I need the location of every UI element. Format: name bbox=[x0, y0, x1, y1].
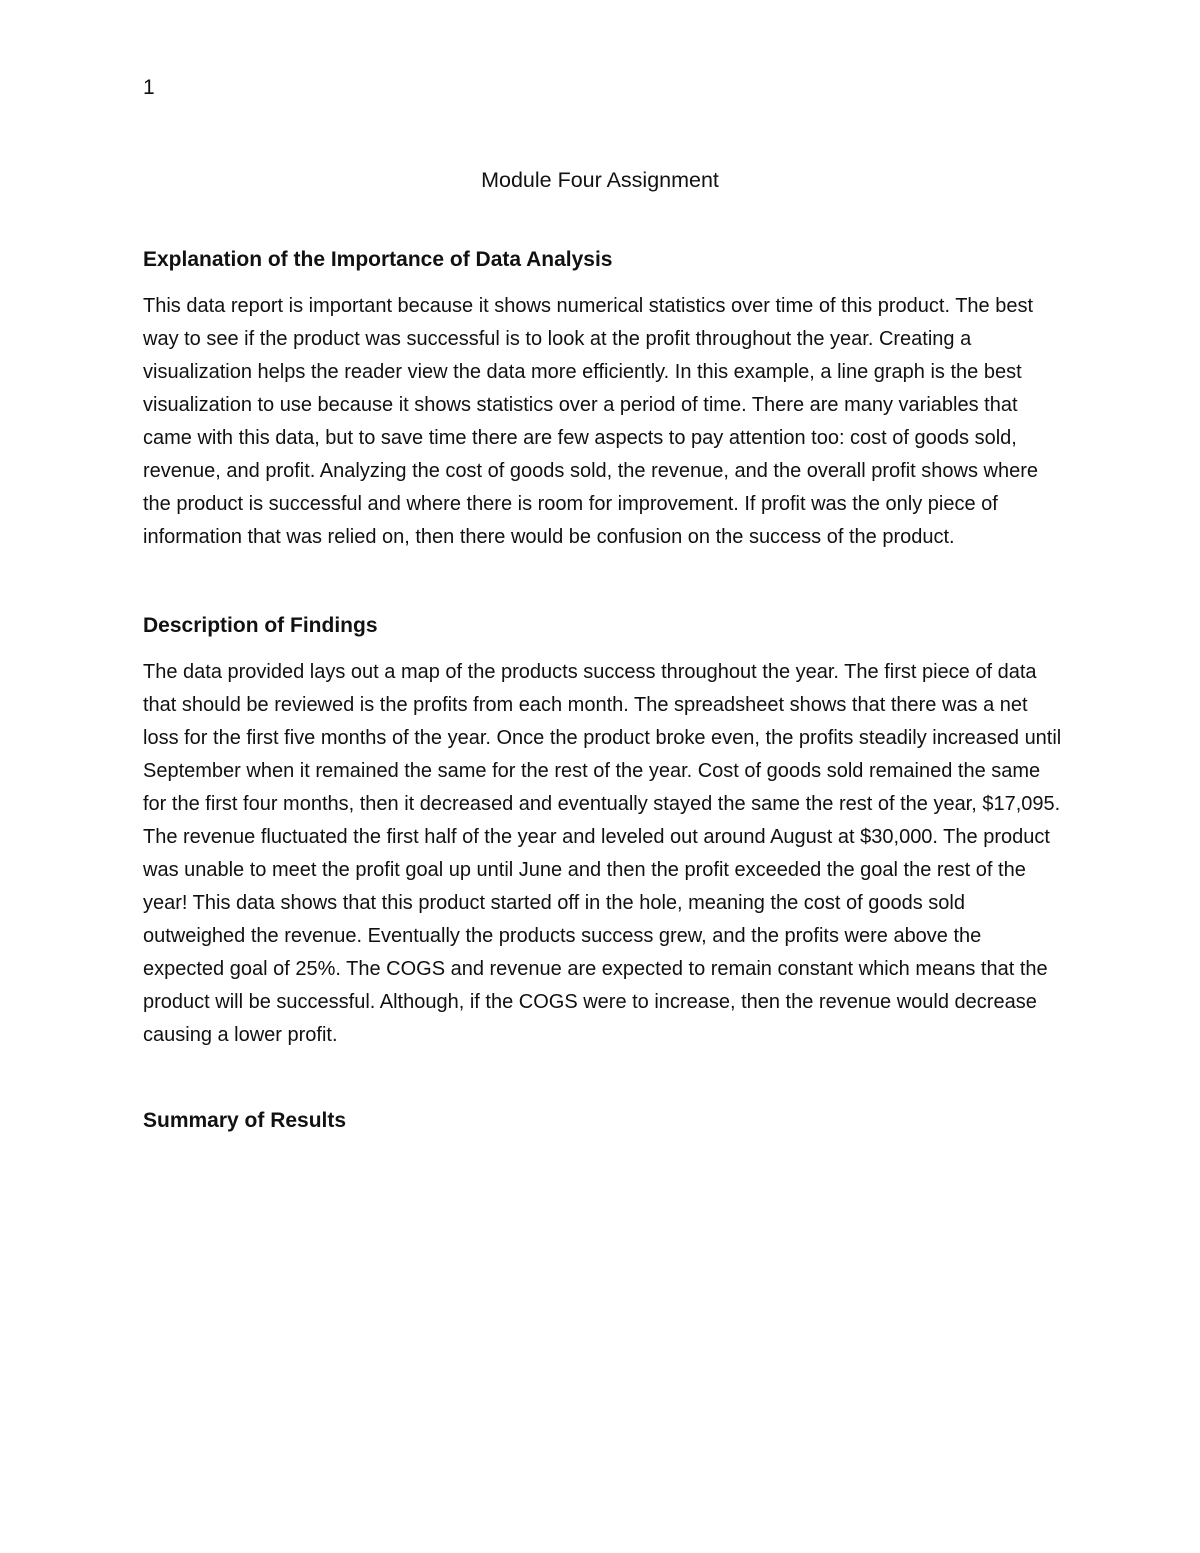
section-heading-summary: Summary of Results bbox=[143, 1109, 347, 1132]
document-title: Module Four Assignment bbox=[481, 168, 719, 192]
section-body-findings: The data provided lays out a map of the products success throughout the year. The first piece of data that should be reviewed is the profits from each month. The spreadsheet shows that there was a net loss for the first five months of the year. Once the product broke even, the profits steadily increased until September when it remained the same for the rest of the year. Cost of goods sold remained the same for the first four months, then it decreased and eventually stayed the same the rest of the year, $17,095. The revenue fluctuated the first half of the year and leveled out around August at $30,000. The product was unable to meet the profit goal up until June and then the profit exceeded the goal the rest of the year! This data shows that this product started off in the hole, meaning the cost of goods sold outweighed the revenue. Eventually the products success grew, and the profits were above the expected goal of 25%. The COGS and revenue are expected to remain constant which means that the product will be successful. Although, if the COGS were to increase, then the revenue would decrease causing a lower profit. bbox=[143, 661, 1062, 1046]
section-body-importance: This data report is important because it shows numerical statistics over time of this product. The best way to see if the product was successful is to look at the profit throughout the year. Creating a visualization helps the reader view the data more efficiently. In this example, a line graph is the best visualization to use because it shows statistics over a period of time. There are many variables that came with this data, but to save time there are few aspects to pay attention too: cost of goods sold, revenue, and profit. Analyzing the cost of goods sold, the revenue, and the overall profit shows where the product is successful and where there is room for improvement. If profit was the only piece of information that was relied on, then there would be confusion on the success of the product. bbox=[143, 295, 1038, 548]
page-number: 1 bbox=[143, 76, 155, 99]
section-heading-findings: Description of Findings bbox=[143, 614, 378, 637]
section-heading-importance: Explanation of the Importance of Data Analysis bbox=[143, 248, 613, 271]
